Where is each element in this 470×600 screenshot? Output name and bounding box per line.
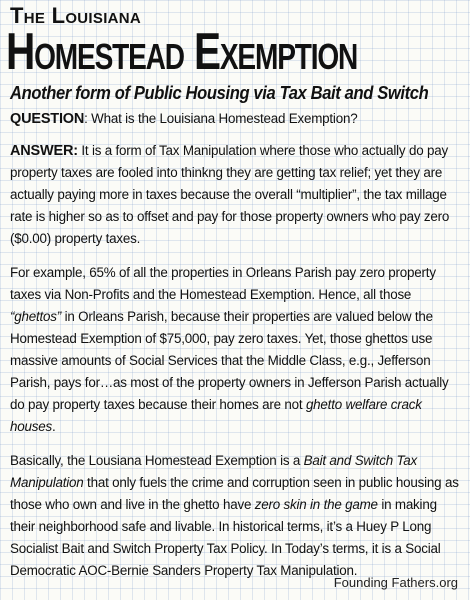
answer-paragraph — [10, 140, 462, 250]
question-text: : What is the Louisiana Homestead Exemption? — [84, 111, 358, 126]
conclusion-text-1: Basically, the Lousiana Homestead Exemption is a — [10, 453, 304, 468]
example-text-3: . — [51, 419, 56, 434]
conclusion-text-3: in making their neighborhood safe and livable. In historical terms, it’s a Huey P Long Socialist Bait and Switch Property Tax Policy. In Today’s terms, it is a Social Democratic AOC-Bernie Sanders Property Tax Manipulation. — [10, 497, 441, 578]
example-emphasis-1: “ghettos” — [10, 309, 62, 324]
answer-text: It is a form of Tax Manipulation where those who actually do pay property taxes are fooled into thinkng they are getting tax relief; yet they are actually paying more in taxes because the overall “multiplier”, the tax millage rate is higher so as to offset and pay for those property owners who pay zero ($0.00) property taxes. — [10, 143, 450, 246]
subtitle: Another form of Public Housing via Tax Bait and Switch — [10, 83, 429, 103]
conclusion-paragraph — [10, 450, 462, 582]
footer-site: Founding Fathers.org — [333, 575, 458, 590]
example-text-1: For example, 65% of all the properties in Orleans Parish pay zero property taxes via Non-Profits and the Homestead Exemption. Hence, all those — [10, 265, 436, 302]
example-text-2: in Orleans Parish, because their properties are valued below the Homestead Exemption of $75,000, pay zero taxes. Yet, those ghettos use massive amounts of Social Services that the Middle Class, e.g., Jefferson Parish, pays for…as most of the property owners in Jefferson Parish actually do pay property taxes because their homes are not — [10, 309, 449, 412]
question-label: QUESTION — [10, 111, 85, 127]
question-paragraph — [10, 108, 462, 130]
page-title: Homestead Exemption — [6, 23, 358, 81]
answer-label: ANSWER: — [10, 143, 78, 159]
example-paragraph — [10, 262, 462, 438]
conclusion-emphasis-1: Bait and Switch Tax Manipulation — [10, 453, 417, 490]
conclusion-emphasis-2: zero skin in the game — [254, 497, 378, 512]
article-body — [10, 108, 462, 594]
example-emphasis-2: ghetto welfare crack houses — [10, 397, 422, 434]
header-kicker: The Louisiana — [10, 3, 142, 28]
conclusion-text-2: that only fuels the crime and corruption seen in public housing as those who own and live in the ghetto have — [10, 475, 459, 512]
